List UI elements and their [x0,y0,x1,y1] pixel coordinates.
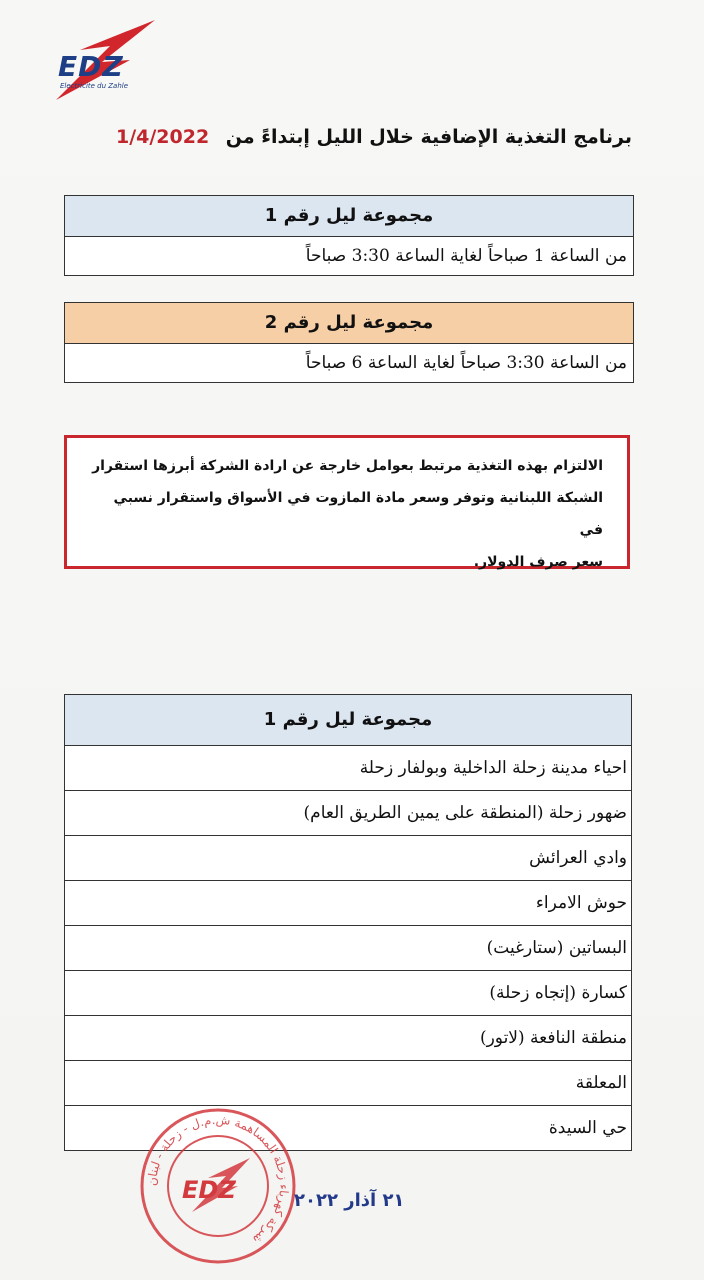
districts-table [64,694,632,1151]
notice-line-3: سعر صرف الدولار. [473,554,603,570]
group-1-time: من الساعة 1 صباحاً لغاية الساعة 3:30 صباحاً [305,246,627,266]
table-row: حوش الامراء [65,881,631,926]
notice-line-1: الالتزام بهذه التغذية مرتبط بعوامل خارجة عن ارادة الشركة أبرزها استقرار [92,458,603,474]
company-stamp [138,1106,298,1266]
title-text: برنامج التغذية الإضافية خلال الليل إبتداءً من [225,126,632,148]
notice-box [64,435,630,569]
edz-logo [50,16,170,104]
group-2-time: من الساعة 3:30 صباحاً لغاية الساعة 6 صباحاً [305,353,627,373]
table-row: البساتين (ستارغيت) [65,926,631,971]
night-group-1-box [64,195,634,276]
signature-date: ٢١ آذار ٢٠٢٢ [294,1190,405,1211]
table-row: المعلقة [65,1061,631,1106]
table-row: احياء مدينة زحلة الداخلية وبولفار زحلة [65,746,631,791]
districts-header: مجموعة ليل رقم 1 [65,695,631,746]
group-2-header: مجموعة ليل رقم 2 [65,303,633,344]
stamp-logo-text: EDZ [182,1176,236,1204]
notice-line-2: الشبكة اللبنانية وتوفر وسعر مادة المازوت في الأسواق واستقرار نسبي في [113,490,603,538]
title-date: 1/4/2022 [115,126,210,148]
night-group-2-box [64,302,634,383]
logo-subtitle: Electricite du Zahle [60,82,129,90]
table-row: كسارة (إتجاه زحلة) [65,971,631,1016]
table-row: ضهور زحلة (المنطقة على يمين الطريق العام) [65,791,631,836]
stamp-ring-text: شركة كهرباء زحلة المساهمة ش.م.ل - زحلة - لبنان [144,1112,292,1247]
logo-text: EDZ [58,50,124,83]
table-row: منطقة النافعة (لاتور) [65,1016,631,1061]
group-1-header: مجموعة ليل رقم 1 [65,196,633,237]
page-title [116,126,632,148]
table-row: حي السيدة [548,1118,627,1138]
table-row: وادي العرائش [65,836,631,881]
